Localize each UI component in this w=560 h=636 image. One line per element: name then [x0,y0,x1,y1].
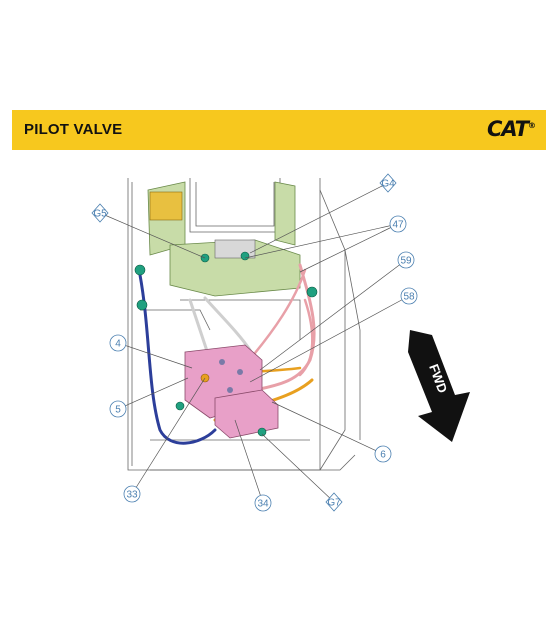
cat-logo-text: CAT [487,117,528,141]
callout-g7[interactable] [326,493,342,511]
fwd-label: FWD [426,361,451,395]
svg-text:47: 47 [392,219,404,231]
callout-g4[interactable] [380,174,396,192]
leader-lines [100,183,409,503]
callout-g5[interactable] [92,204,108,222]
callout-33[interactable] [124,486,140,502]
svg-text:6: 6 [380,449,386,461]
svg-text:34: 34 [257,498,269,510]
callout-5[interactable] [110,401,126,417]
callout-6[interactable] [375,446,391,462]
callout-58[interactable] [401,288,417,304]
svg-text:5: 5 [115,404,121,416]
callout-47[interactable] [390,216,406,232]
fwd-arrow [408,330,470,442]
callout-59[interactable] [398,252,414,268]
callout-34[interactable] [255,495,271,511]
svg-text:33: 33 [126,489,138,501]
svg-text:G5: G5 [93,208,107,220]
svg-text:G7: G7 [327,497,341,509]
svg-text:4: 4 [115,338,121,350]
registered-mark: ® [528,121,536,130]
svg-text:G4: G4 [381,178,395,190]
svg-text:58: 58 [403,291,415,303]
pilot-valve-block [185,345,278,438]
svg-text:59: 59 [400,255,412,267]
callout-4[interactable] [110,335,126,351]
page-title: PILOT VALVE [24,121,123,138]
